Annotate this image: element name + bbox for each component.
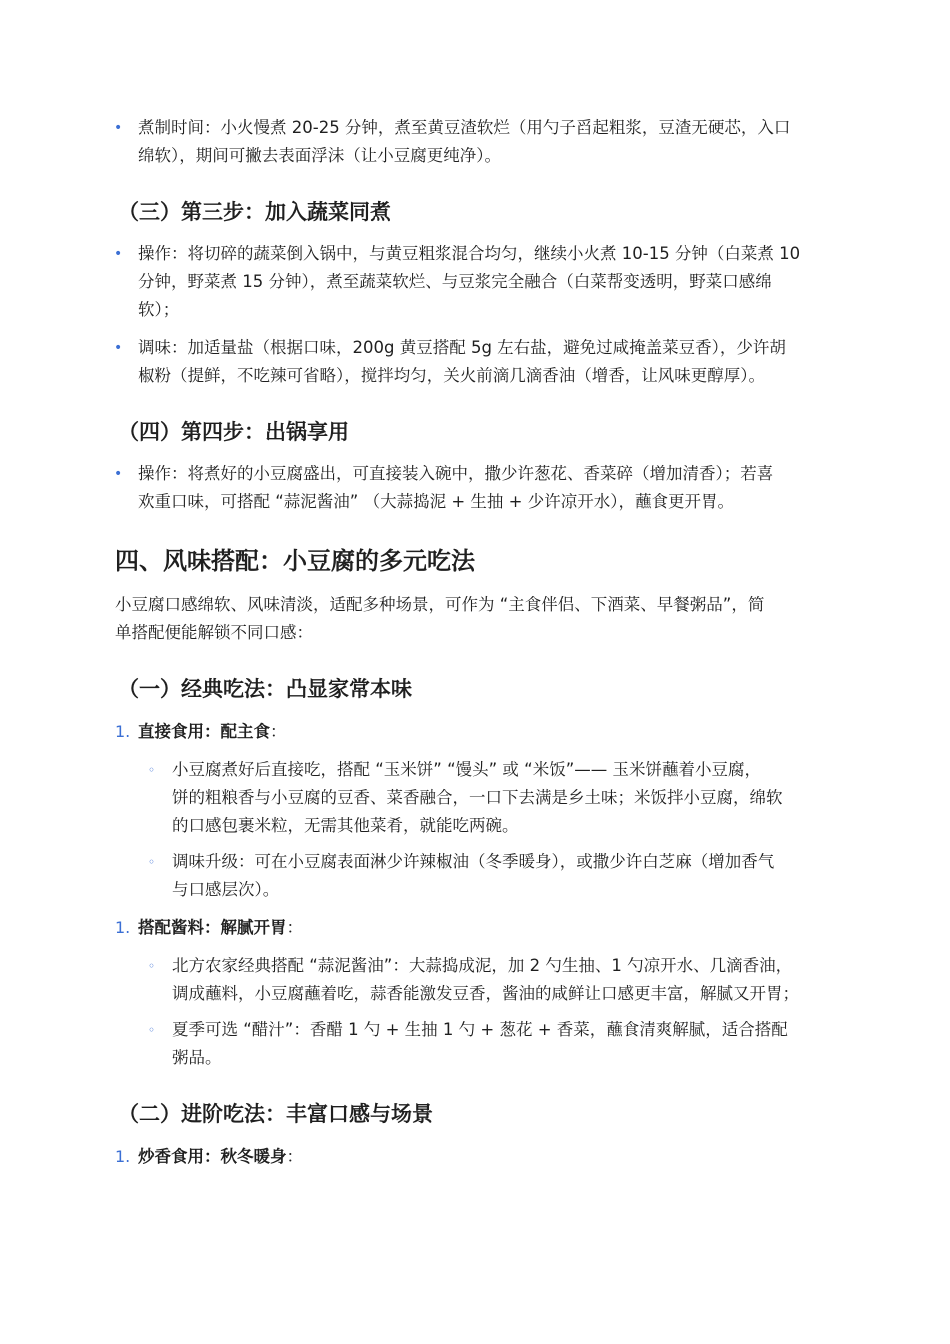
- bullet-item: [0, 114, 950, 170]
- text-line: 调味升级：可在小豆腐表面淋少许辣椒油（冬季暖身），或撒少许白芝麻（增加香气: [172, 852, 775, 871]
- text-line: 单搭配便能解锁不同口感：: [115, 623, 313, 642]
- document-page: [0, 114, 950, 1171]
- text-line: （四）第四步：出锅享用: [118, 420, 349, 444]
- text-line: （二）进阶吃法：丰富口感与场景: [118, 1102, 433, 1126]
- bullet-item: [0, 460, 950, 516]
- text-line: 椒粉（提鲜，不吃辣可省略），搅拌均匀，关火前滴几滴香油（增香，让风味更醇厚）。: [138, 366, 765, 385]
- text-line: 调味：加适量盐（根据口味，200g 黄豆搭配 5g 左右盐，避免过咸掩盖菜豆香），少许胡: [138, 338, 786, 357]
- text-line: 煮制时间：小火慢煮 20-25 分钟，煮至黄豆渣软烂（用勺子舀起粗浆，豆渣无硬芯，入口: [138, 118, 791, 137]
- numbered-item: [0, 1143, 950, 1171]
- text-line: 四、风味搭配：小豆腐的多元吃法: [115, 547, 475, 575]
- text-line: （三）第三步：加入蔬菜同煮: [118, 200, 391, 224]
- text-line: 北方农家经典搭配 “蒜泥酱油”：大蒜捣成泥，加 2 勺生抽、1 勺凉开水、几滴香油，: [172, 956, 793, 975]
- text-line: 饼的粗粮香与小豆腐的豆香、菜香融合，一口下去满是乡土味；米饭拌小豆腐，绵软: [172, 788, 783, 807]
- section-heading: [0, 543, 950, 579]
- bullet-dot-icon: •: [114, 246, 123, 262]
- subsection-heading: [0, 416, 950, 448]
- sub-bullet-item: [0, 952, 950, 1008]
- numbered-item: [0, 718, 950, 746]
- list-number: 1.: [115, 1147, 131, 1166]
- bullet-dot-icon: •: [114, 340, 123, 356]
- subsection-heading: [0, 196, 950, 228]
- text-line: 与口感层次）。: [172, 880, 280, 899]
- sub-bullet-item: [0, 848, 950, 904]
- text-line: 绵软），期间可撇去表面浮沫（让小豆腐更纯净）。: [138, 146, 501, 165]
- numbered-item: [0, 914, 950, 942]
- paragraph: [0, 591, 950, 647]
- text-line: 粥品。: [172, 1048, 222, 1067]
- item-title: [138, 1143, 950, 1171]
- item-title-bold: 直接食用：配主食: [138, 722, 270, 741]
- subsection-heading: [0, 1098, 950, 1130]
- sub-bullet-item: [0, 756, 950, 840]
- text-line: 夏季可选 “醋汁”：香醋 1 勺 + 生抽 1 勺 + 葱花 + 香菜，蘸食清爽解腻，适合搭配: [172, 1020, 788, 1039]
- text-line: 操作：将煮好的小豆腐盛出，可直接装入碗中，撒少许葱花、香菜碎（增加清香）；若喜: [138, 464, 774, 483]
- circle-bullet-icon: ◦: [148, 763, 156, 777]
- bullet-dot-icon: •: [114, 120, 123, 136]
- item-title-suffix: ：: [286, 918, 303, 937]
- item-title-suffix: ：: [286, 1147, 303, 1166]
- circle-bullet-icon: ◦: [148, 855, 156, 869]
- bullet-item: [0, 334, 950, 390]
- item-title-suffix: ：: [270, 722, 287, 741]
- text-line: （一）经典吃法：凸显家常本味: [118, 677, 412, 701]
- text-line: 调成蘸料，小豆腐蘸着吃，蒜香能激发豆香，酱油的咸鲜让口感更丰富，解腻又开胃；: [172, 984, 799, 1003]
- text-line: 欢重口味，可搭配 “蒜泥酱油” （大蒜捣泥 + 生抽 + 少许凉开水），蘸食更开胃。: [138, 492, 734, 511]
- bullet-item: [0, 240, 950, 324]
- subsection-heading: [0, 673, 950, 705]
- item-title: [138, 914, 950, 942]
- text-line: 小豆腐煮好后直接吃，搭配 “玉米饼” “馒头” 或 “米饭”—— 玉米饼蘸着小豆腐，: [172, 760, 762, 779]
- sub-bullet-item: [0, 1016, 950, 1072]
- text-line: 软）；: [138, 300, 180, 319]
- text-line: 的口感包裹米粒，无需其他菜肴，就能吃两碗。: [172, 816, 519, 835]
- list-number: 1.: [115, 918, 131, 937]
- item-title-bold: 炒香食用：秋冬暖身: [138, 1147, 287, 1166]
- text-line: 分钟，野菜煮 15 分钟），煮至蔬菜软烂、与豆浆完全融合（白菜帮变透明，野菜口感绵: [138, 272, 772, 291]
- item-title: [138, 718, 950, 746]
- item-title-bold: 搭配酱料：解腻开胃: [138, 918, 287, 937]
- circle-bullet-icon: ◦: [148, 959, 156, 973]
- bullet-dot-icon: •: [114, 466, 123, 482]
- circle-bullet-icon: ◦: [148, 1023, 156, 1037]
- text-line: 小豆腐口感绵软、风味清淡，适配多种场景，可作为 “主食伴侣、下酒菜、早餐粥品”，简: [115, 595, 765, 614]
- list-number: 1.: [115, 722, 131, 741]
- text-line: 操作：将切碎的蔬菜倒入锅中，与黄豆粗浆混合均匀，继续小火煮 10-15 分钟（白菜煮 10: [138, 244, 801, 263]
